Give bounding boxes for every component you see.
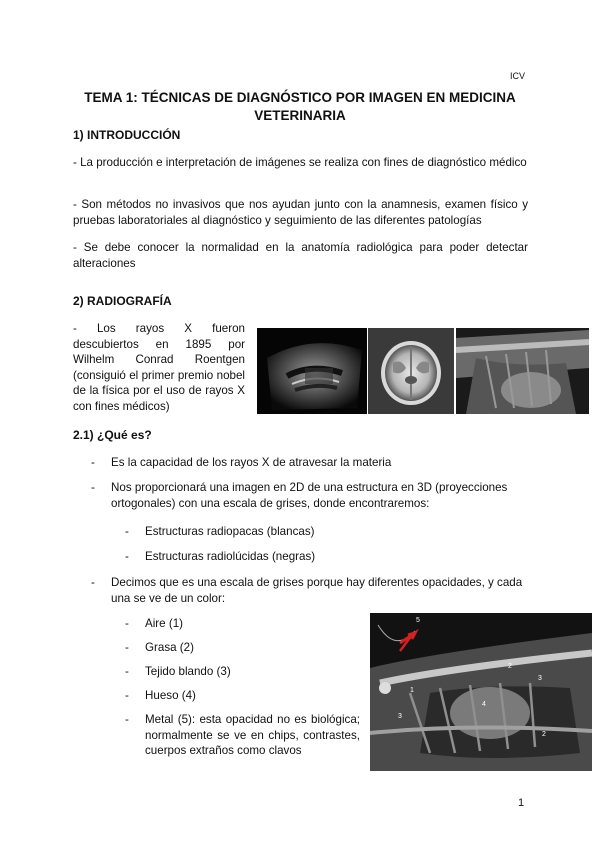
thorax-xray-image [456,328,589,414]
list-item-text: Estructuras radiopacas (blancas) [145,525,315,538]
list-item-text: Es la capacidad de los rayos X de atravesar la materia [111,456,392,469]
intro-paragraph-1: - La producción e interpretación de imágenes se realiza con fines de diagnóstico médico [73,156,527,169]
list-item-text: Estructuras radiolúcidas (negras) [145,550,316,563]
list-item: - Decimos que es una escala de grises porque hay diferentes opacidades, y cada una se ve de un color: [91,576,523,605]
intro-paragraph-3: - Se debe conocer la normalidad en la anatomía radiológica para poder detectar alteraciones [73,241,528,270]
que-es-heading: 2.1) ¿Qué es? [73,428,152,442]
list-item: - Hueso (4) [125,689,196,702]
figure-label: 2 [542,731,546,738]
mri-brain-image [368,328,454,414]
intro-paragraph-2: - Son métodos no invasivos que nos ayudan junto con la anamnesis, examen físico y pruebas laboratoriales al diagnóstico y seguimiento de las diferentes patologías [73,198,528,227]
list-item: - Estructuras radiolúcidas (negras) [125,550,316,563]
figure-label: 1 [410,687,414,694]
figure-label: 3 [398,713,402,720]
list-item: - Aire (1) [125,617,184,630]
list-item: - Metal (5): esta opacidad no es biológica; normalmente se ve en chips, contrastes, cuerpos extraños como clavos [125,713,360,757]
header-code: ICV [510,71,526,81]
list-item: - Estructuras radiopacas (blancas) [125,525,315,538]
list-item-text: Hueso (4) [145,689,196,702]
page-title [60,89,540,125]
title-line-2: VETERINARIA [254,108,346,123]
list-item: - Grasa (2) [125,641,194,654]
list-item-text: Metal (5): esta opacidad no es biológica; normalmente se ve en chips, contrastes, cuerpos extraños como clavos [145,713,360,757]
list-item: - Es la capacidad de los rayos X de atravesar la materia [91,456,392,469]
figure-label: 3 [538,675,542,682]
list-item-text: Decimos que es una escala de grises porque hay diferentes opacidades, y cada una se ve de un color: [111,576,523,605]
figure-label: 2 [508,663,512,670]
radiografia-paragraph: - Los rayos X fueron descubiertos en 1895 por Wilhelm Conrad Roentgen (consiguió el primer premio nobel de la física por el uso de rayos X con fines médicos) [73,322,245,413]
list-item-text: Aire (1) [145,617,184,630]
list-item: - Nos proporcionará una imagen en 2D de una estructura en 3D (proyecciones ortogonales) con una escala de grises, donde encontraremos: [91,481,508,510]
list-item-text: Grasa (2) [145,641,194,654]
radiografia-heading: 2) RADIOGRAFÍA [73,294,172,308]
list-item-text: Tejido blando (3) [145,665,231,678]
intro-heading: 1) INTRODUCCIÓN [73,128,181,142]
ultrasound-image [257,328,367,414]
figure-label: 4 [482,701,486,708]
title-line-1: TEMA 1: TÉCNICAS DE DIAGNÓSTICO POR IMAGEN EN MEDICINA [84,90,516,105]
lateral-xray-figure [370,613,592,771]
list-item-text: Nos proporcionará una imagen en 2D de una estructura en 3D (proyecciones ortogonales) con una escala de grises, donde encontraremos: [111,481,508,510]
page-number: 1 [518,797,525,809]
figure-label: 5 [416,617,420,624]
list-item: - Tejido blando (3) [125,665,231,678]
